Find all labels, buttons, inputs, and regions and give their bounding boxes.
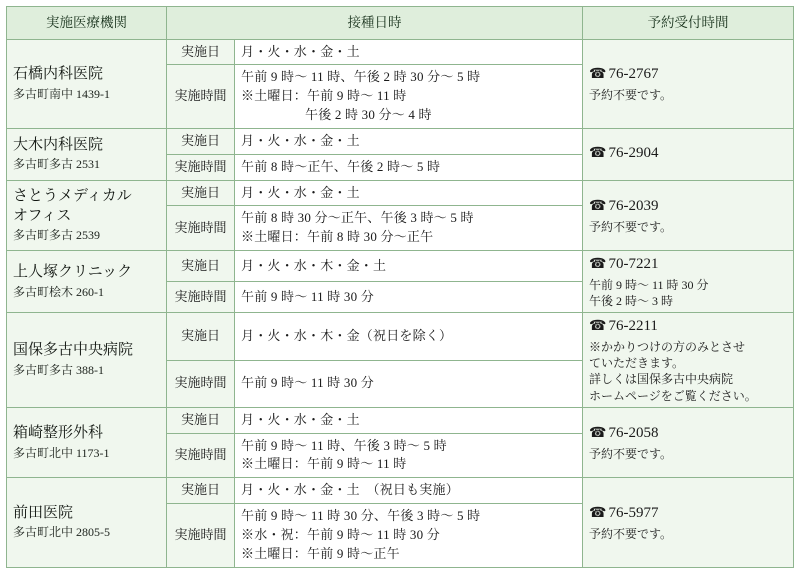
organization-cell: [7, 251, 167, 313]
organization-cell: [7, 39, 167, 128]
schedule-date-value: [235, 251, 583, 282]
row-label-date: 実施日: [167, 251, 235, 282]
table-header-row: [7, 7, 794, 40]
schedule-time-value: [235, 154, 583, 180]
reservation-note: 予約不要です。: [589, 446, 673, 461]
schedule-date-value: [235, 478, 583, 504]
schedule-line: 月・火・水・金・土: [241, 184, 360, 200]
reservation-note: ホームページをご覧ください。: [589, 388, 757, 403]
organization-name: 上人塚クリニック: [13, 264, 133, 281]
phone-number: ☎ 76-2904: [589, 144, 659, 161]
table-row: [7, 251, 794, 282]
schedule-time-value: [235, 206, 583, 251]
schedule-time-value: [235, 504, 583, 568]
organization-cell: [7, 313, 167, 408]
row-label-time: 実施時間: [167, 433, 235, 478]
schedule-line: 月・火・水・木・金・土: [241, 257, 387, 273]
phone-icon: ☎: [589, 426, 607, 442]
organization-address: 多古町北中 2805-5: [13, 525, 110, 540]
row-label-time: 実施時間: [167, 504, 235, 568]
phone-icon: ☎: [589, 257, 607, 273]
phone-number: ☎ 76-5977: [589, 505, 659, 522]
reservation-note: 予約不要です。: [589, 219, 673, 234]
row-label-date: 実施日: [167, 180, 235, 206]
organization-name: 大木内科医院: [13, 136, 104, 153]
schedule-line: 月・火・水・金・土: [241, 43, 360, 59]
table-row: [7, 180, 794, 206]
schedule-line: ※土曜日：午前 9 時～ 11 時: [241, 456, 407, 472]
table-row: [7, 39, 794, 65]
schedule-line: ※土曜日：午前 8 時 30 分～正午: [241, 229, 434, 245]
schedule-date-value: [235, 128, 583, 154]
reservation-note: 午前 9 時～ 11 時 30 分: [589, 277, 709, 292]
schedule-time-value: [235, 433, 583, 478]
schedule-line: 月・火・水・金・土: [241, 132, 360, 148]
reservation-cell: [583, 180, 794, 251]
table-row: [7, 313, 794, 360]
schedule-line: 午前 9 時～ 11 時 30 分: [241, 288, 374, 304]
reservation-cell: [583, 313, 794, 408]
row-label-date: 実施日: [167, 407, 235, 433]
table-row: [7, 128, 794, 154]
phone-icon: ☎: [589, 198, 607, 214]
phone-number: ☎ 76-2767: [589, 66, 659, 83]
organization-name: 国保多古中央病院: [13, 342, 134, 359]
schedule-line: 月・火・水・木・金（祝日を除く）: [241, 327, 453, 343]
organization-address: 多古町多古 2531: [13, 157, 101, 172]
organization-cell: [7, 478, 167, 567]
table-body: [7, 39, 794, 567]
organization-name: 箱崎整形外科: [13, 425, 104, 441]
row-label-date: 実施日: [167, 313, 235, 360]
organization-address: 多古町北中 1173-1: [13, 445, 110, 460]
organization-name: 石橋内科医院: [13, 66, 104, 83]
reservation-note: 詳しくは国保多古中央病院: [589, 372, 734, 387]
schedule-time-value: [235, 65, 583, 129]
reservation-note: 午後 2 時～ 3 時: [589, 294, 674, 309]
reservation-cell: [583, 251, 794, 313]
organization-cell: [7, 128, 167, 180]
schedule-time-value: [235, 282, 583, 313]
reservation-note: 予約不要です。: [589, 88, 673, 103]
row-label-time: 実施時間: [167, 282, 235, 313]
schedule-date-value: [235, 407, 583, 433]
schedule-date-value: [235, 313, 583, 360]
schedule-line: 月・火・水・金・土 （祝日も実施）: [241, 482, 459, 498]
organization-address: 多古町多古 2539: [13, 228, 101, 243]
schedule-date-value: [235, 180, 583, 206]
row-label-time: 実施時間: [167, 360, 235, 407]
schedule-date-value: [235, 39, 583, 65]
clinic-schedule-table: [6, 6, 794, 568]
organization-address: 多古町桧木 260-1: [13, 284, 104, 299]
organization-cell: [7, 407, 167, 478]
phone-icon: ☎: [589, 319, 607, 335]
reservation-cell: [583, 478, 794, 567]
phone-number: ☎ 76-2039: [589, 197, 659, 214]
schedule-time-value: [235, 360, 583, 407]
row-label-date: 実施日: [167, 39, 235, 65]
reservation-note: ていただきます。: [589, 356, 685, 371]
row-label-time: 実施時間: [167, 65, 235, 129]
phone-number: ☎ 76-2211: [589, 318, 658, 335]
schedule-line: ※水・祝：午前 9 時～ 11 時 30 分: [241, 527, 440, 542]
column-header-schedule: 接種日時: [167, 7, 583, 40]
phone-icon: ☎: [589, 506, 607, 522]
phone-number: ☎ 70-7221: [589, 256, 659, 273]
phone-icon: ☎: [589, 145, 607, 161]
organization-cell: [7, 180, 167, 251]
schedule-line: 午前 8 時 30 分～正午、午後 3 時～ 5 時: [241, 210, 474, 226]
reservation-note: ※かかりつけの方のみとさせ: [589, 340, 746, 355]
table-row: [7, 478, 794, 504]
row-label-time: 実施時間: [167, 206, 235, 251]
reservation-note: 予約不要です。: [589, 526, 673, 541]
table-header: [7, 7, 794, 40]
organization-address: 多古町多古 388-1: [13, 362, 104, 377]
column-header-organization: 実施医療機関: [7, 7, 167, 40]
schedule-line: ※土曜日：午前 9 時～正午: [241, 545, 400, 561]
column-header-reservation: 予約受付時間: [583, 7, 794, 40]
schedule-line: 午前 9 時～ 11 時 30 分、午後 3 時～ 5 時: [241, 508, 481, 524]
row-label-time: 実施時間: [167, 154, 235, 180]
row-label-date: 実施日: [167, 478, 235, 504]
schedule-line: 午前 9 時～ 11 時、午後 3 時～ 5 時: [241, 437, 447, 453]
schedule-line: ※土曜日：午前 9 時～ 11 時: [241, 88, 407, 104]
organization-address: 多古町南中 1439-1: [13, 86, 110, 101]
schedule-line: 午後 2 時 30 分～ 4 時: [305, 107, 432, 123]
table-row: [7, 407, 794, 433]
phone-number: ☎ 76-2058: [589, 425, 659, 442]
schedule-line: 午前 8 時～正午、午後 2 時～ 5 時: [241, 158, 441, 174]
row-label-date: 実施日: [167, 128, 235, 154]
organization-name: 前田医院: [13, 504, 74, 521]
schedule-line: 午前 9 時～ 11 時、午後 2 時 30 分～ 5 時: [241, 69, 481, 85]
phone-icon: ☎: [589, 67, 607, 83]
reservation-cell: [583, 128, 794, 180]
schedule-line: 月・火・水・金・土: [241, 411, 360, 427]
reservation-cell: [583, 39, 794, 128]
organization-name: さとうメディカル オフィス: [13, 188, 132, 224]
reservation-cell: [583, 407, 794, 478]
schedule-line: 午前 9 時～ 11 時 30 分: [241, 375, 374, 391]
